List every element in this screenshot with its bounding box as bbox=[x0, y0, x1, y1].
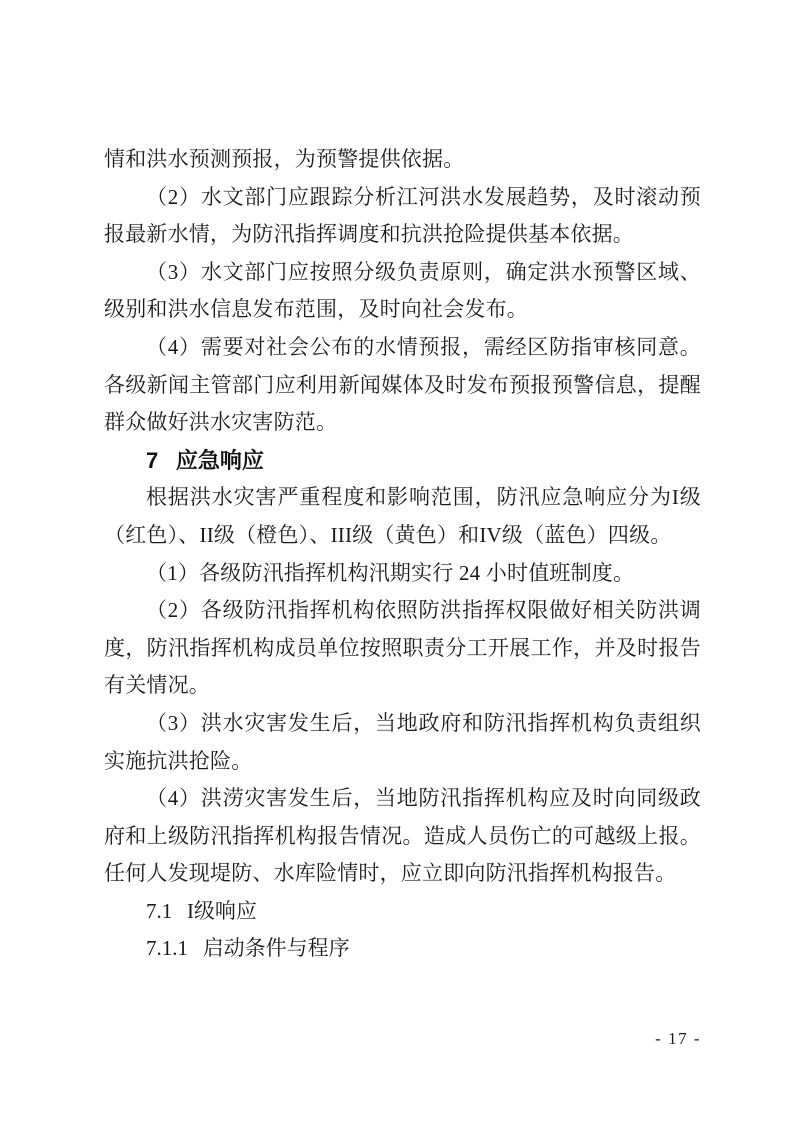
paragraph-item-2-hydrology: （2）水文部门应跟踪分析江河洪水发展趋势，及时滚动预报最新水情，为防汛指挥调度和抗洪抢险提供基本依据。 bbox=[104, 184, 701, 247]
paragraph-item-3-hydrology: （3）水文部门应按照分级负责原则，确定洪水预警区域、级别和洪水信息发布范围，及时向社会发布。 bbox=[104, 259, 701, 322]
paragraph-continuation: 情和洪水预测预报，为预警提供依据。 bbox=[104, 147, 465, 171]
subsubsection-title: 启动条件与程序 bbox=[202, 936, 350, 961]
page-content bbox=[104, 141, 701, 968]
subsection-heading-7-1 bbox=[104, 893, 701, 931]
subsection-title: I级响应 bbox=[186, 898, 257, 923]
paragraph-item-1-duty-system: （1）各级防汛指挥机构汛期实行 24 小时值班制度。 bbox=[146, 560, 635, 585]
subsubsection-heading-7-1-1 bbox=[104, 930, 701, 968]
page-number: - 17 - bbox=[655, 1029, 701, 1048]
subsection-number: 7.1 bbox=[146, 898, 173, 923]
paragraph-item-4-reporting: （4）洪涝灾害发生后，当地防汛指挥机构应及时向同级政府和上级防汛指挥机构报告情况。造成人员伤亡的可越级上报。任何人发现堤防、水库险情时，应立即向防汛指挥机构报告。 bbox=[104, 786, 701, 886]
paragraph-item-3-disaster-rescue: （3）洪水灾害发生后，当地政府和防汛指挥机构负责组织实施抗洪抢险。 bbox=[104, 710, 701, 773]
paragraph-item-2-command-authority: （2）各级防汛指挥机构依照防洪指挥权限做好相关防洪调度，防汛指挥机构成员单位按照职责分工开展工作，并及时报告有关情况。 bbox=[104, 598, 701, 698]
subsubsection-number: 7.1.1 bbox=[146, 936, 188, 961]
section-title: 应急响应 bbox=[175, 447, 264, 473]
paragraph-item-4-public-forecast: （4）需要对社会公布的水情预报，需经区防指审核同意。各级新闻主管部门应利用新闻媒体及时发布预报预警信息，提醒群众做好洪水灾害防范。 bbox=[104, 334, 701, 435]
section-heading-7 bbox=[104, 442, 701, 480]
paragraph-response-levels: 根据洪水灾害严重程度和影响范围，防汛应急响应分为I级（红色）、II级（橙色）、III级（黄色）和IV级（蓝色）四级。 bbox=[104, 485, 701, 547]
page-footer bbox=[655, 1029, 701, 1049]
section-number: 7 bbox=[146, 447, 159, 473]
